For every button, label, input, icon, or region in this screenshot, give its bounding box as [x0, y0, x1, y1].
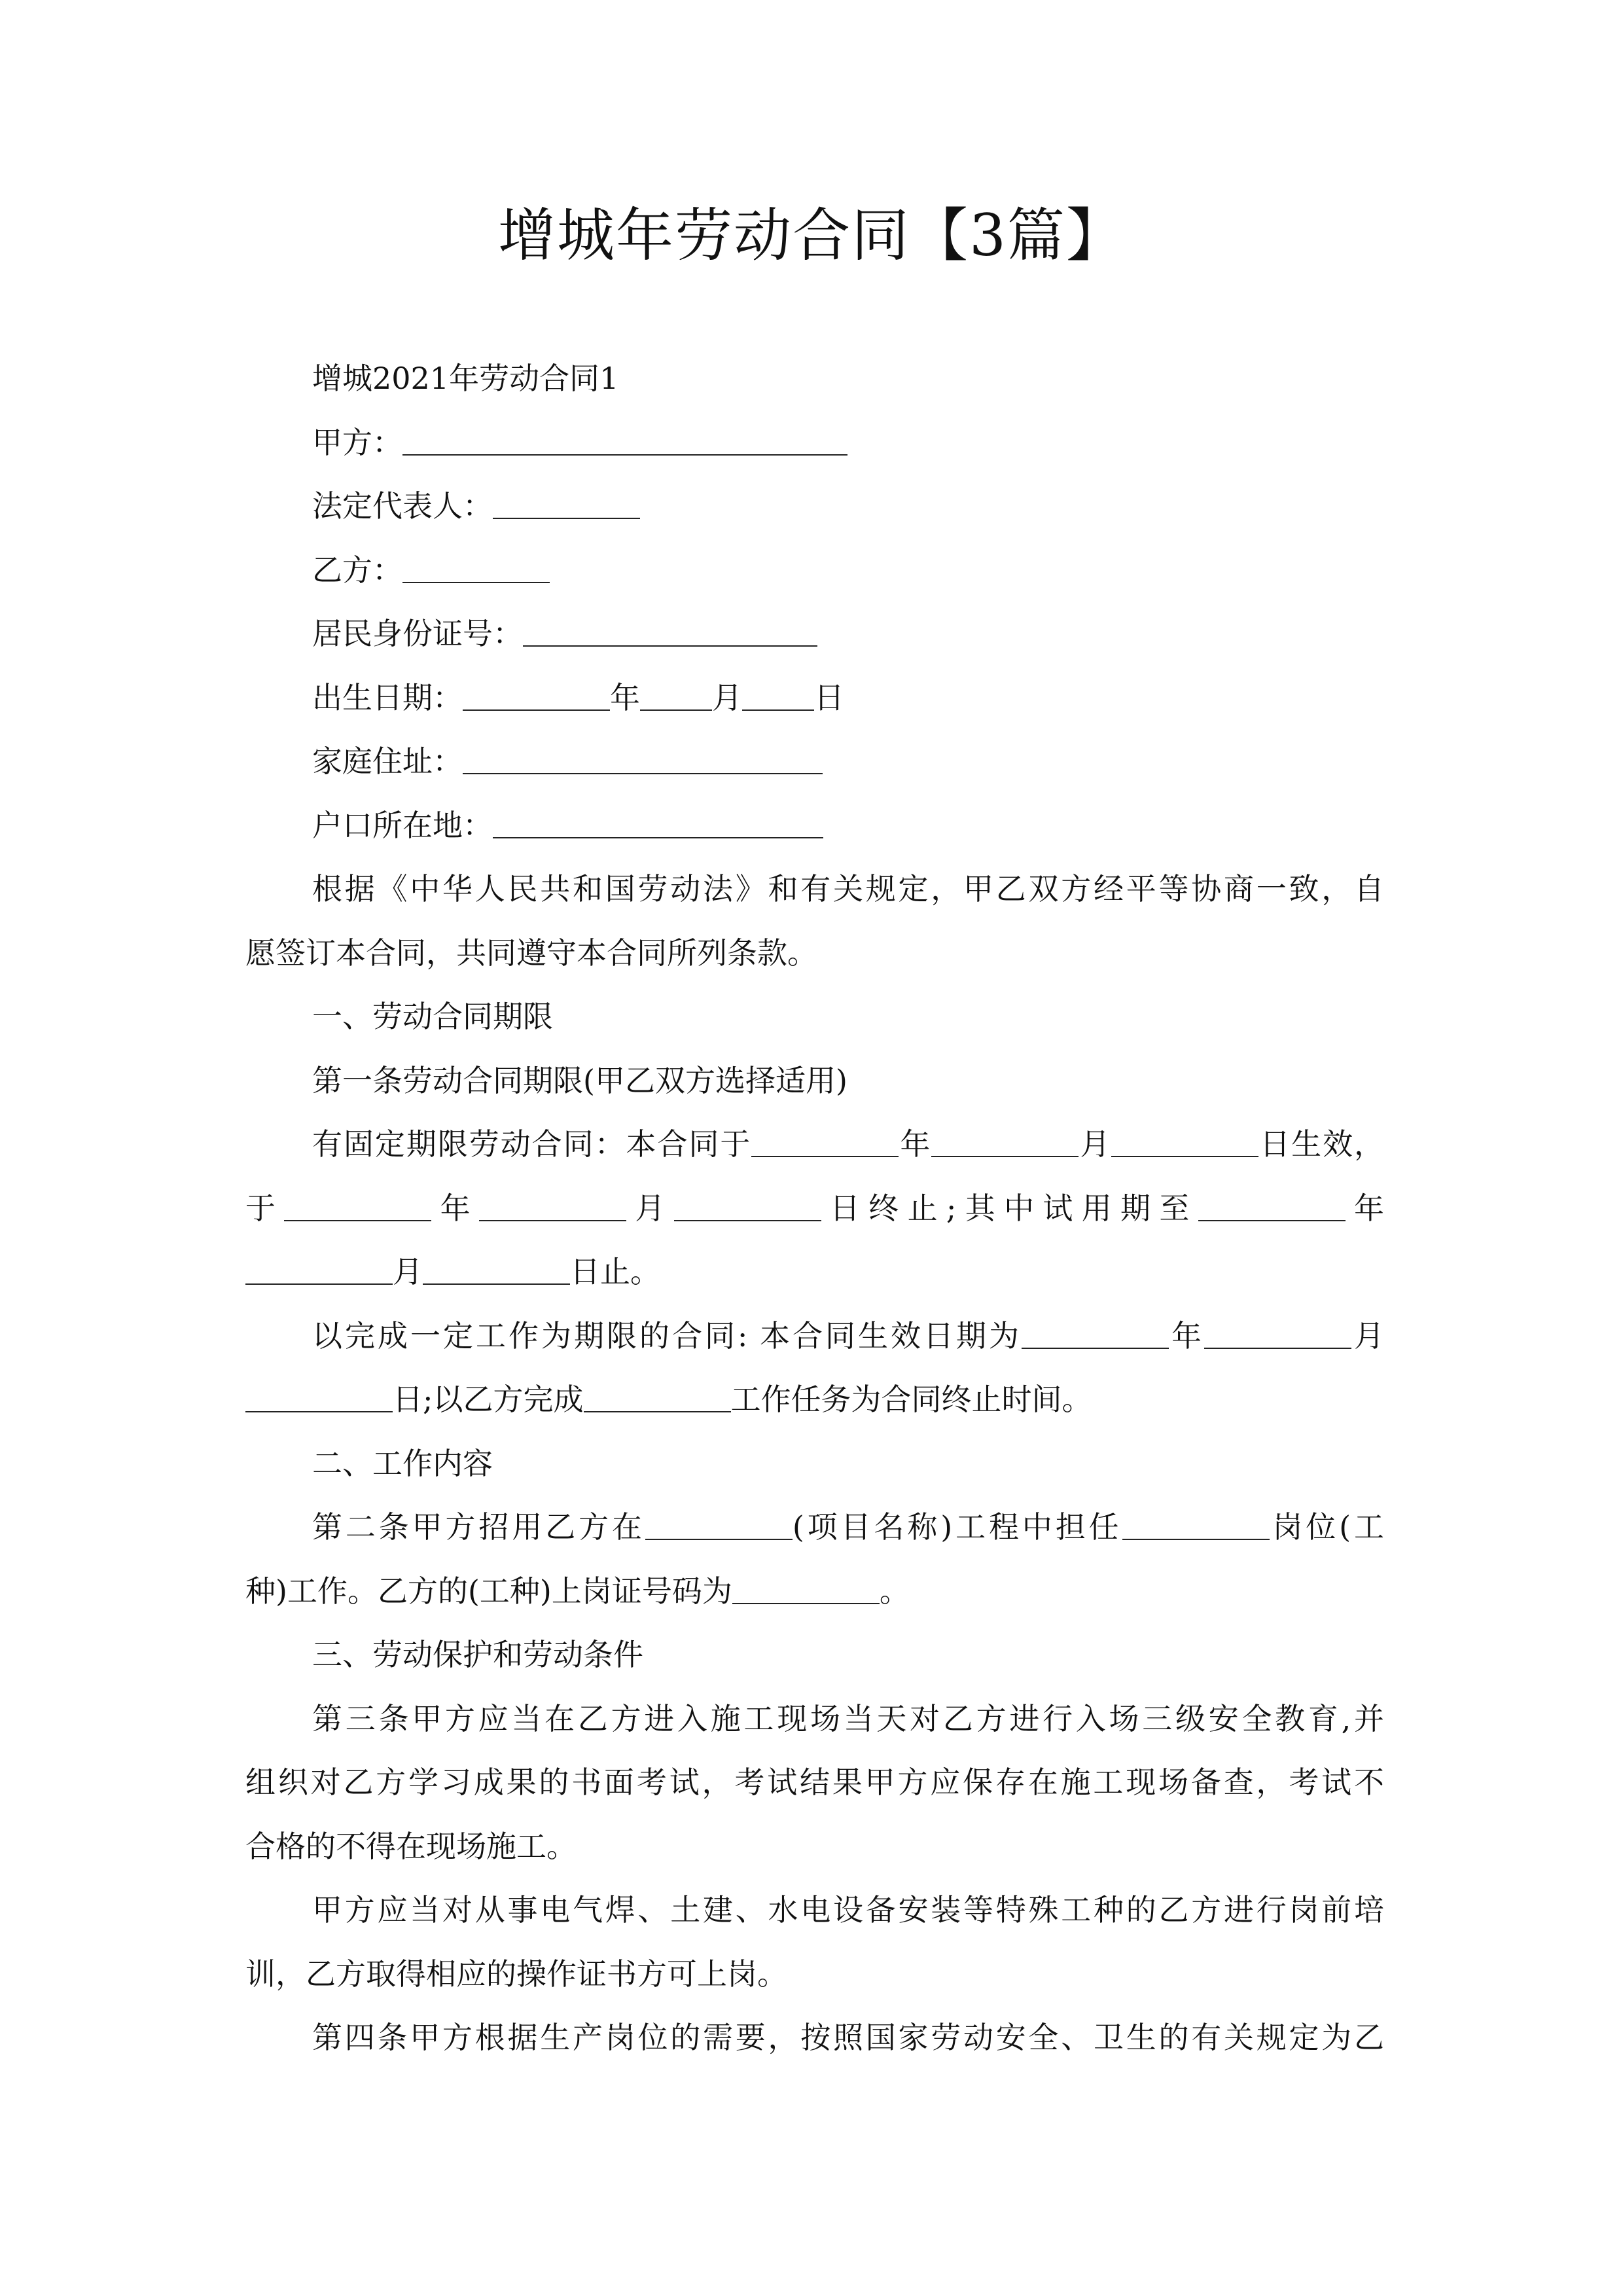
project-name-blank — [645, 1509, 793, 1540]
legal-rep-line — [245, 475, 1384, 539]
text: 岗位(工 — [1269, 1509, 1384, 1545]
text: 第二条甲方招用乙方在 — [312, 1509, 645, 1545]
party-a-blank — [402, 424, 847, 456]
text: 第三条甲方应当在乙方进入施工现场当天对乙方进行入场三级安全教育,并 — [312, 1700, 1384, 1736]
text: 年 — [431, 1190, 479, 1226]
birth-date-line — [245, 666, 1384, 730]
birth-month-blank — [640, 679, 712, 711]
party-a-line — [245, 411, 1384, 475]
probation-year-blank — [1198, 1190, 1346, 1221]
start-day-blank — [1111, 1126, 1258, 1157]
text: 月 — [1079, 1126, 1112, 1162]
start-month-blank — [931, 1126, 1079, 1157]
task-term-line — [245, 1304, 1384, 1369]
text: 二、工作内容 — [312, 1445, 493, 1481]
text: 训，乙方取得相应的操作证书方可上岗。 — [245, 1956, 787, 1992]
label: 居民身份证号： — [312, 616, 523, 651]
section-heading — [245, 1432, 1384, 1496]
fixed-term-line — [245, 1177, 1384, 1241]
party-b-blank — [402, 552, 550, 583]
legal-rep-blank — [493, 488, 640, 519]
document-body — [245, 347, 1384, 2070]
text: 日 — [814, 679, 844, 715]
position-blank — [1122, 1509, 1270, 1540]
fixed-term-line — [245, 1240, 1384, 1304]
text: 日生效， — [1258, 1126, 1384, 1162]
paragraph-line — [245, 1815, 1384, 1879]
paragraph-line — [245, 922, 1384, 986]
article-line — [245, 1560, 1384, 1624]
fixed-term-line — [245, 1113, 1384, 1177]
text: 组织对乙方学习成果的书面考试，考试结果甲方应保存在施工现场备查，考试不 — [245, 1765, 1384, 1800]
end-month-blank — [479, 1190, 626, 1221]
text: 。 — [879, 1573, 910, 1609]
text: 甲方应当对从事电气焊、土建、水电设备安装等特殊工种的乙方进行岗前培 — [312, 1892, 1384, 1928]
label: 户口所在地： — [312, 807, 493, 843]
section-heading — [245, 1623, 1384, 1687]
text: 月 — [393, 1254, 423, 1289]
text: 于 — [245, 1190, 285, 1226]
id-number-blank — [523, 615, 817, 647]
birth-year-blank — [463, 679, 610, 711]
paragraph-line — [245, 857, 1384, 922]
certificate-number-blank — [732, 1573, 880, 1604]
birth-day-blank — [742, 679, 814, 711]
label: 出生日期： — [312, 679, 463, 715]
paragraph-line — [245, 2006, 1384, 2070]
text: 日;以乙方完成 — [393, 1382, 584, 1417]
text: 第四条甲方根据生产岗位的需要，按照国家劳动安全、卫生的有关规定为乙 — [312, 2020, 1384, 2055]
text: 年 — [1345, 1190, 1384, 1226]
probation-day-blank — [423, 1253, 570, 1285]
home-address-blank — [463, 743, 823, 774]
text: 以完成一定工作为期限的合同: 本合同生效日期为 — [312, 1318, 1022, 1354]
label: 乙方： — [312, 552, 402, 588]
end-year-blank — [284, 1190, 431, 1221]
probation-month-blank — [245, 1253, 393, 1285]
label: 甲方： — [312, 424, 402, 460]
text: 月 — [1351, 1318, 1384, 1354]
text: 第一条劳动合同期限(甲乙双方选择适用) — [312, 1062, 847, 1098]
text: 年 — [1169, 1318, 1205, 1354]
party-b-line — [245, 539, 1384, 603]
household-blank — [493, 807, 823, 838]
text: 月 — [626, 1190, 674, 1226]
text: 三、劳动保护和劳动条件 — [312, 1637, 643, 1672]
paragraph-line — [245, 1943, 1384, 2007]
text: 日止。 — [570, 1254, 660, 1289]
text: 种)工作。乙方的(工种)上岗证号码为 — [245, 1573, 732, 1609]
task-term-line — [245, 1368, 1384, 1432]
text: 年 — [610, 679, 640, 715]
text: 一、劳动合同期限 — [312, 999, 553, 1034]
end-day-blank — [674, 1190, 821, 1221]
text: 根据《中华人民共和国劳动法》和有关规定，甲乙双方经平等协商一致，自 — [312, 871, 1384, 906]
text: 日终止;其中试用期至 — [821, 1190, 1198, 1226]
text: 月 — [712, 679, 742, 715]
article-line — [245, 1496, 1384, 1560]
id-number-line — [245, 602, 1384, 666]
effective-month-blank — [1204, 1318, 1351, 1349]
paragraph-line — [245, 1751, 1384, 1815]
household-line — [245, 794, 1384, 858]
article-line — [245, 1049, 1384, 1113]
home-address-line — [245, 730, 1384, 794]
document-title: 增城年劳动合同【3篇】 — [498, 202, 1125, 269]
text: 工作任务为合同终止时间。 — [730, 1382, 1092, 1417]
text: (项目名称)工程中担任 — [792, 1509, 1122, 1545]
paragraph-line — [245, 1878, 1384, 1943]
text: 增城2021年劳动合同1 — [312, 361, 619, 396]
text: 有固定期限劳动合同：本合同于 — [312, 1126, 752, 1162]
label: 家庭住址： — [312, 744, 463, 779]
text: 年 — [899, 1126, 932, 1162]
effective-day-blank — [245, 1381, 393, 1412]
effective-year-blank — [1022, 1318, 1169, 1349]
section-heading — [245, 985, 1384, 1049]
contract-heading — [245, 347, 1384, 411]
start-year-blank — [751, 1126, 899, 1157]
label: 法定代表人： — [312, 488, 493, 524]
text: 合格的不得在现场施工。 — [245, 1828, 577, 1864]
task-blank — [584, 1381, 731, 1412]
paragraph-line — [245, 1687, 1384, 1751]
text: 愿签订本合同，共同遵守本合同所列条款。 — [245, 935, 817, 971]
